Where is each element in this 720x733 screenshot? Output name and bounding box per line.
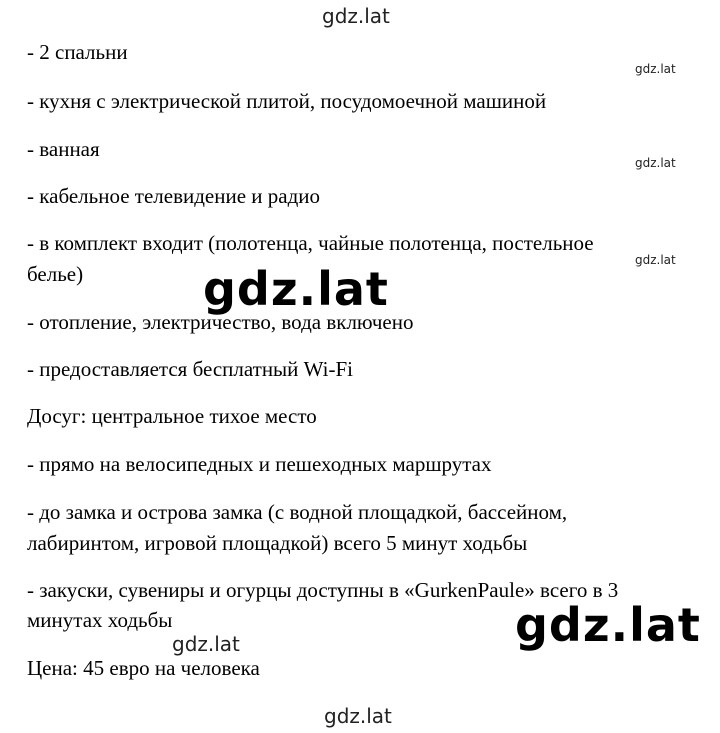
- text-line-castle-cont: лабиринтом, игровой площадкой) всего 5 минут ходьбы: [27, 531, 528, 555]
- text-line-routes: - прямо на велосипедных и пешеходных маршрутах: [27, 452, 492, 476]
- text-line-leisure: Досуг: центральное тихое место: [27, 404, 317, 428]
- text-line-wifi: - предоставляется бесплатный Wi-Fi: [27, 357, 353, 381]
- text-line-snacks: - закуски, сувениры и огурцы доступны в «GurkenPaule» всего в 3: [27, 578, 619, 602]
- watermark-right-2: gdz.lat: [635, 156, 676, 170]
- text-line-bathroom: - ванная: [27, 137, 100, 161]
- watermark-right-3: gdz.lat: [635, 253, 676, 267]
- text-line-included-cont: белье): [27, 262, 84, 286]
- watermark-big-right: gdz.lat: [515, 598, 701, 652]
- watermark-big-center: gdz.lat: [203, 262, 389, 316]
- watermark-bottom: gdz.lat: [324, 704, 392, 728]
- watermark-top: gdz.lat: [322, 4, 390, 28]
- watermark-right-1: gdz.lat: [635, 62, 676, 76]
- text-line-bedrooms: - 2 спальни: [27, 40, 128, 64]
- text-line-utilities: - отопление, электричество, вода включено: [27, 310, 414, 334]
- text-line-included: - в комплект входит (полотенца, чайные полотенца, постельное: [27, 231, 594, 255]
- text-line-snacks-cont: минутах ходьбы: [27, 608, 173, 632]
- text-line-kitchen: - кухня с электрической плитой, посудомоечной машиной: [27, 89, 547, 113]
- text-line-castle: - до замка и острова замка (с водной площадкой, бассейном,: [27, 500, 568, 524]
- watermark-mid-left: gdz.lat: [172, 632, 240, 656]
- text-line-price: Цена: 45 евро на человека: [27, 656, 260, 680]
- text-line-tv: - кабельное телевидение и радио: [27, 184, 321, 208]
